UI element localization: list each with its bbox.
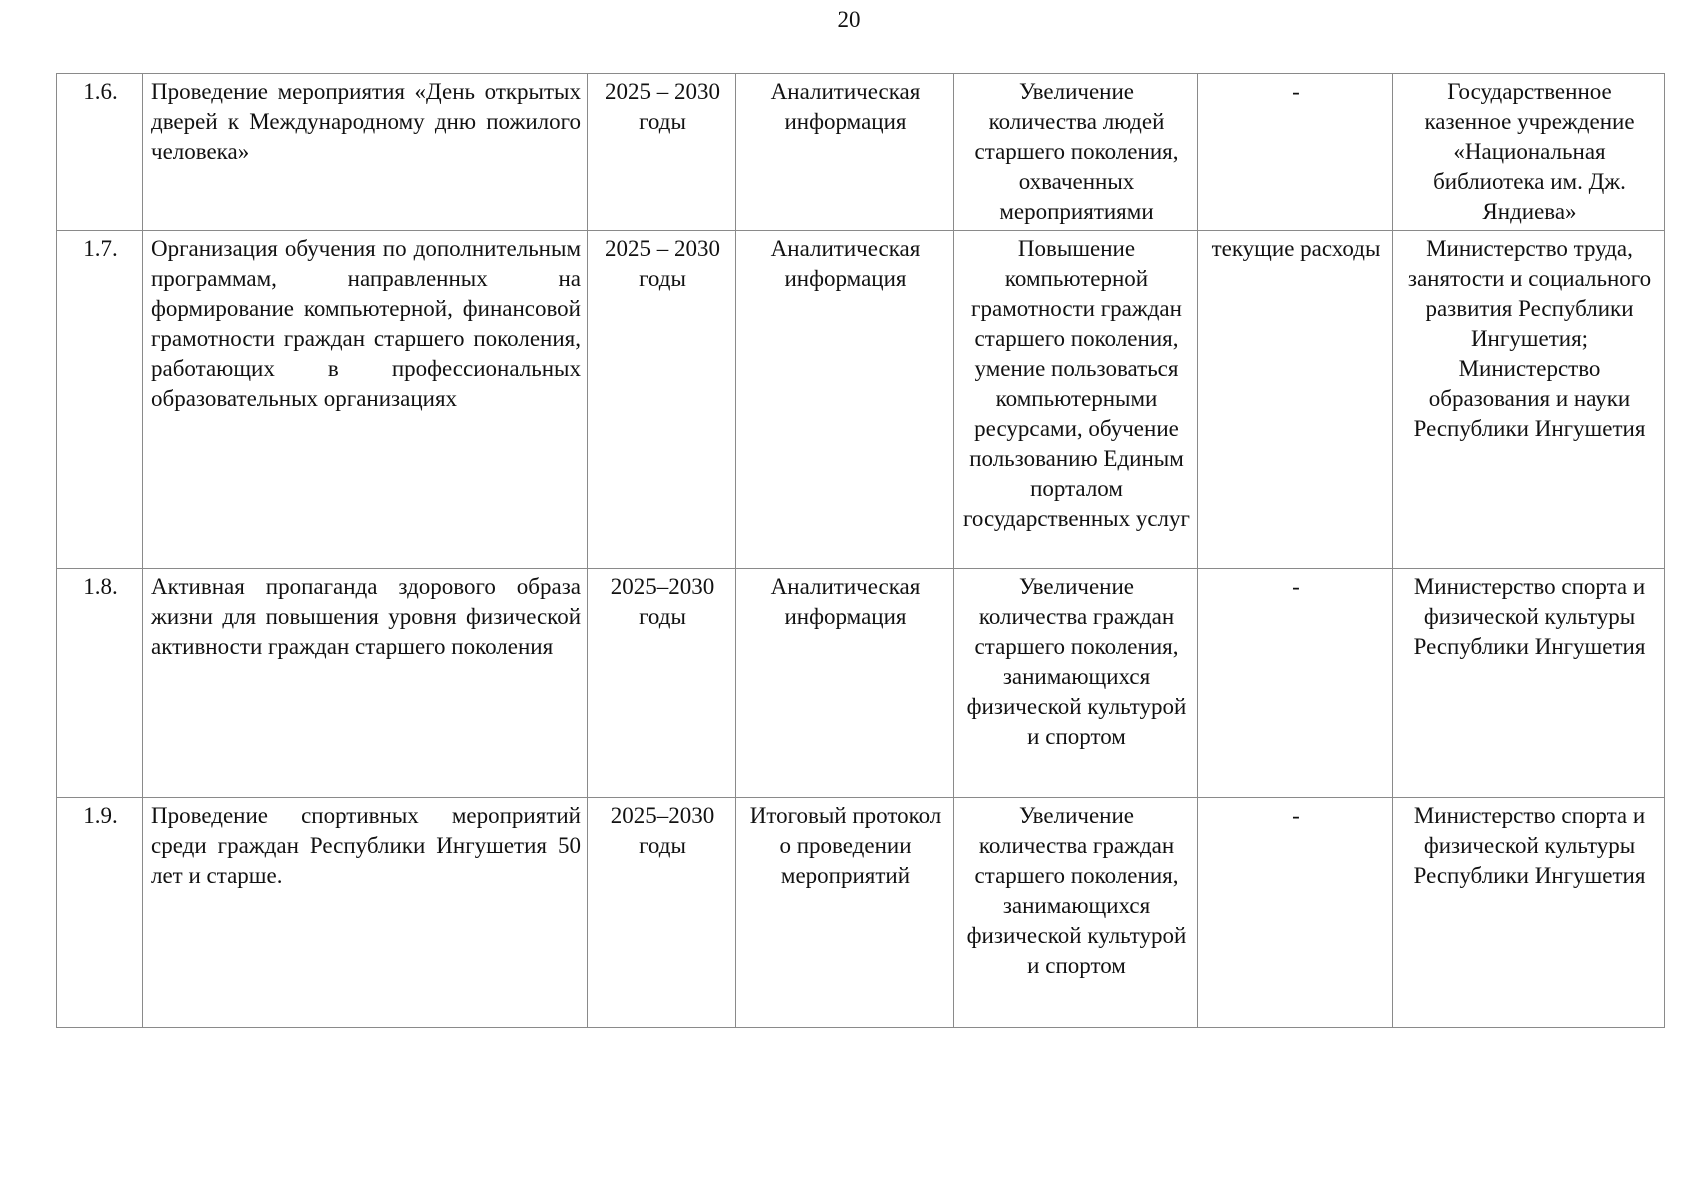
expected-result-cell (954, 798, 1198, 1028)
term-cell (588, 231, 736, 569)
measure-name: Активная пропаганда здорового образа жизни для повышения уровня физической активности граждан старшего поколения (151, 574, 581, 659)
report-form: Аналитическая информация (770, 574, 921, 629)
row-number-cell (57, 569, 143, 798)
funding: - (1292, 79, 1300, 104)
executor-cell (1393, 798, 1665, 1028)
row-number-cell (57, 74, 143, 231)
measure-name: Проведение мероприятия «День открытых дверей к Международному дню пожилого человека» (151, 79, 581, 164)
term-cell (588, 74, 736, 231)
funding-cell (1198, 231, 1393, 569)
funding-cell (1198, 74, 1393, 231)
term: 2025 – 2030 годы (605, 79, 720, 134)
row-number-cell (57, 798, 143, 1028)
funding: текущие расходы (1211, 236, 1381, 261)
executor-cell (1393, 74, 1665, 231)
row-number: 1.8. (83, 574, 118, 599)
expected-result: Увеличение количества граждан старшего поколения, занимающихся физической культурой и спортом (966, 803, 1187, 978)
table-row (57, 798, 1665, 1028)
executor-cell (1393, 231, 1665, 569)
expected-result: Увеличение количества людей старшего поколения, охваченных мероприятиями (974, 79, 1179, 224)
row-number: 1.6. (83, 79, 118, 104)
report-form: Итоговый протокол о проведении мероприятий (749, 803, 942, 888)
report-form-cell (736, 569, 954, 798)
expected-result-cell (954, 231, 1198, 569)
table-row (57, 74, 1665, 231)
term-cell (588, 569, 736, 798)
term: 2025–2030 годы (610, 803, 715, 858)
measures-table (56, 73, 1665, 1028)
funding: - (1292, 574, 1300, 599)
executor: Министерство спорта и физической культуры Республики Ингушетия (1413, 574, 1646, 659)
executor: Министерство спорта и физической культуры Республики Ингушетия (1413, 803, 1646, 888)
executor: Министерство труда, занятости и социального развития Республики Ингушетия; Министерство образования и науки Республики Ингушетия (1407, 236, 1652, 441)
measure-name-cell (143, 569, 588, 798)
report-form-cell (736, 231, 954, 569)
table-row (57, 231, 1665, 569)
report-form: Аналитическая информация (770, 79, 921, 134)
measure-name: Проведение спортивных мероприятий среди граждан Республики Ингушетия 50 лет и старше. (151, 803, 581, 888)
executor: Государственное казенное учреждение «Национальная библиотека им. Дж. Яндиева» (1424, 79, 1635, 224)
term: 2025 – 2030 годы (605, 236, 720, 291)
expected-result-cell (954, 74, 1198, 231)
measure-name-cell (143, 231, 588, 569)
report-form: Аналитическая информация (770, 236, 921, 291)
term-cell (588, 798, 736, 1028)
row-number-cell (57, 231, 143, 569)
expected-result: Увеличение количества граждан старшего поколения, занимающихся физической культурой и спортом (966, 574, 1187, 749)
row-number: 1.9. (83, 803, 118, 828)
page-number: 20 (837, 7, 861, 32)
table-row (57, 569, 1665, 798)
funding-cell (1198, 569, 1393, 798)
expected-result-cell (954, 569, 1198, 798)
measure-name-cell (143, 74, 588, 231)
term: 2025–2030 годы (610, 574, 715, 629)
report-form-cell (736, 74, 954, 231)
expected-result: Повышение компьютерной грамотности граждан старшего поколения, умение пользоваться компьютерными ресурсами, обучение пользованию Единым порталом государственных услуг (963, 236, 1190, 531)
measure-name-cell (143, 798, 588, 1028)
measure-name: Организация обучения по дополнительным программам, направленных на формирование компьютерной, финансовой грамотности граждан старшего поколения, работающих в профессиональных образовательных организациях (151, 236, 581, 411)
funding-cell (1198, 798, 1393, 1028)
funding: - (1292, 803, 1300, 828)
report-form-cell (736, 798, 954, 1028)
row-number: 1.7. (83, 236, 118, 261)
executor-cell (1393, 569, 1665, 798)
